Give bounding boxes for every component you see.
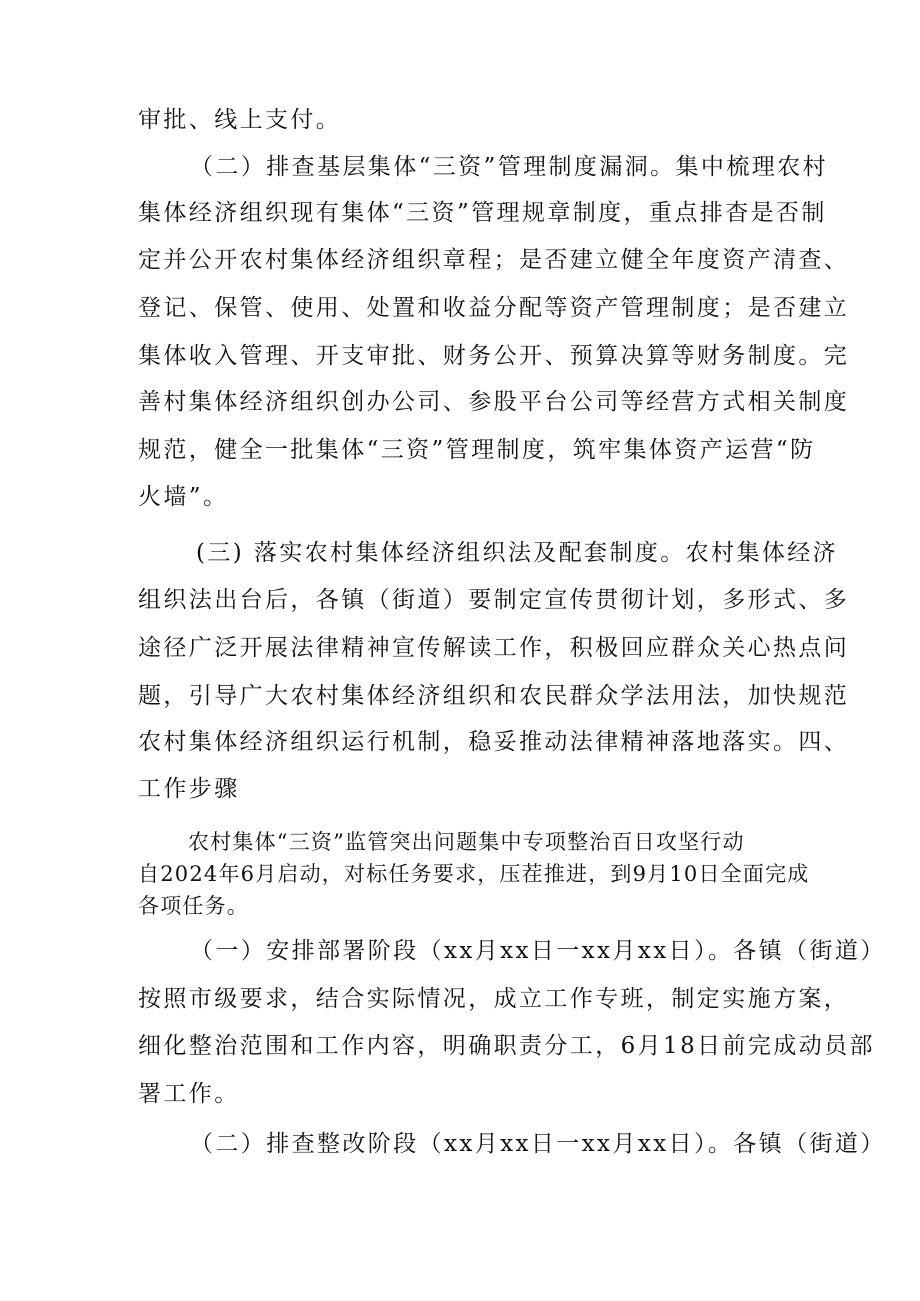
text-line: 集体经济组织现有集体“三资”管理规章制度，重点排杳是否制	[138, 200, 827, 226]
text-line: 各项任务。	[138, 894, 249, 918]
paragraph-heading: (三) 落实农村集体经济组织法及配套制度。农村集体经济	[196, 540, 839, 566]
text-line: 善村集体经济组织创办公司、参股平台公司等经营方式相关制度	[138, 389, 850, 415]
paragraph-heading: （二）排查基层集体“三资”管理制度漏洞。集中梳理农村	[190, 154, 828, 180]
text-line: 题，引导广大农村集体经济组织和农民群众学法用法，加快规范	[138, 683, 850, 709]
text-line: 定并公开农村集体经济组织章程；是否建立健全年度资产清查、	[138, 247, 850, 273]
text-line: 火墙”。	[138, 484, 229, 510]
text-line: 组织法出台后，各镇（街道）要制定宣传贯彻计划，多形式、多	[138, 587, 850, 613]
text-line: 农村集体“三资”监管突出问题集中专项整治百日攻坚行动	[188, 830, 745, 854]
text-line: 集体收入管理、开支审批、财务公开、预算决算等财务制度。完	[138, 343, 850, 369]
text-line: 规范，健全一批集体“三资”管理制度，筑牢集体资产运营“防	[138, 437, 816, 463]
text-line: 署工作。	[138, 1081, 240, 1107]
paragraph-heading: （二）排查整改阶段（xx月xx日一xx月xx日）。各镇（街道）	[190, 1131, 886, 1157]
section-heading: 工作步骤	[138, 776, 240, 802]
text-line: 农村集体经济组织运行机制，稳妥推动法律精神落地落实。四、	[138, 729, 850, 755]
text-line: 审批、线上支付。	[138, 107, 342, 133]
paragraph-heading: （一）安排部署阶段（xx月xx日一xx月xx日）。各镇（街道）	[190, 938, 886, 964]
text-line: 途径广泛开展法律精神宣传解读工作，积极回应群众关心热点问	[138, 635, 850, 661]
text-line: 自2024年6月启动，对标任务要求，压茬推进，到9月10日全面完成	[138, 862, 810, 886]
text-line: 细化整治范围和工作内容，明确职责分工，6月18日前完成动员部	[138, 1033, 875, 1059]
text-line: 按照市级要求，结合实际情况，成立工作专班，制定实施方案，	[138, 986, 850, 1012]
text-line: 登记、保管、使用、处置和收益分配等资产管理制度；是否建立	[138, 295, 850, 321]
